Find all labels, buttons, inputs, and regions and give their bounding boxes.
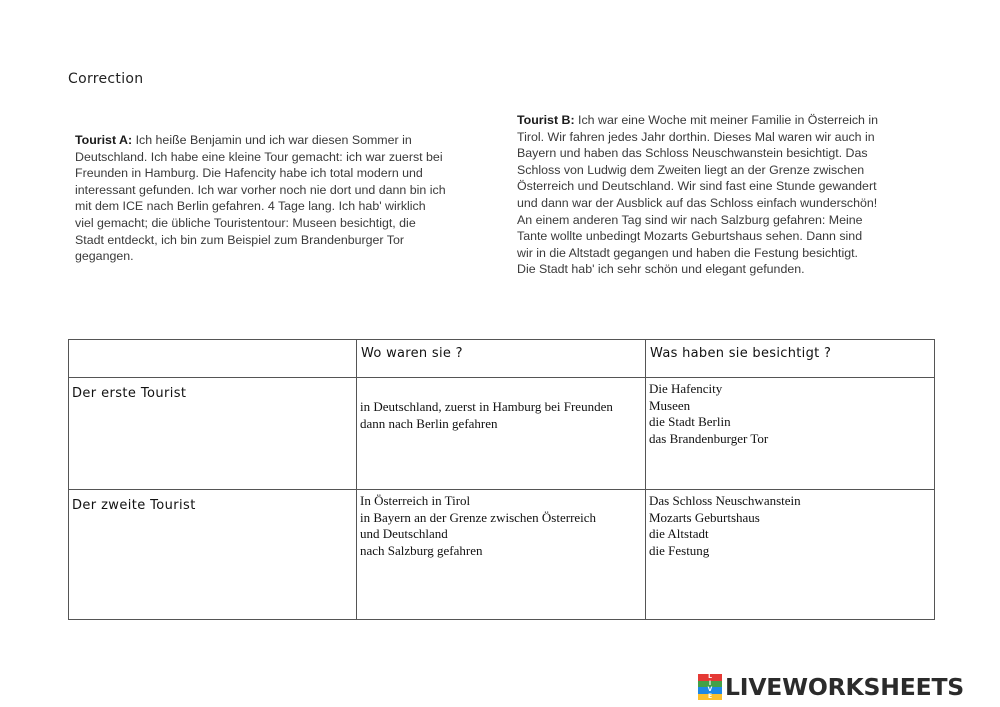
answer-sights-first[interactable] xyxy=(646,378,935,490)
answer-line: nach Salzburg gefahren xyxy=(360,542,483,558)
answer-line: in Bayern an der Grenze zwischen Österreich xyxy=(360,509,597,525)
answer-line: die Altstadt xyxy=(649,526,709,541)
tourist-a-label: Tourist A: xyxy=(75,133,133,147)
answer-line: Das Schloss Neuschwanstein xyxy=(649,493,801,508)
answer-line: in Deutschland, zuerst in Hamburg bei Freunden xyxy=(360,399,613,414)
logo-letter: V xyxy=(698,687,722,694)
answer-line: die Festung xyxy=(649,542,710,558)
answer-where-second[interactable] xyxy=(357,490,646,620)
page-heading: Correction xyxy=(68,71,144,87)
answer-line: In Österreich in Tirol xyxy=(360,493,471,508)
answer-line: Die Hafencity xyxy=(649,381,723,396)
logo-letter: E xyxy=(698,694,722,701)
header-sights: Was haben sie besichtigt ? xyxy=(646,340,935,378)
answer-where-first[interactable] xyxy=(357,378,646,490)
answer-line: und Deutschland xyxy=(360,526,448,541)
table-row xyxy=(69,378,935,490)
tourist-a-text: Ich heiße Benjamin und ich war diesen Sommer in Deutschland. Ich habe eine kleine Tour gemacht: ich war zuerst bei Freunden in Hamburg. Die Hafencity habe ich total modern und interessant gefunden. Ich war vorher noch nie dort und dann bin ich mit dem ICE nach Berlin gefahren. 4 Tage lang. Ich hab' wirklich viel gemacht; die übliche Touristentour: Museen besichtigt, die Stadt entdeckt, ich bin zum Beispiel zum Brandenburger Tor gegangen. xyxy=(75,133,446,264)
table-row xyxy=(69,490,935,620)
header-where: Wo waren sie ? xyxy=(357,340,646,378)
answer-line: die Stadt Berlin xyxy=(649,414,731,429)
liveworksheets-logo[interactable] xyxy=(698,673,964,701)
tourist-b-paragraph xyxy=(517,112,879,278)
row-label-second-tourist: Der zweite Tourist xyxy=(69,490,357,620)
tourist-b-label: Tourist B: xyxy=(517,113,575,127)
answer-line: das Brandenburger Tor xyxy=(649,430,769,446)
answer-line: Mozarts Geburtshaus xyxy=(649,509,760,525)
logo-letter: I xyxy=(698,681,722,688)
row-label-first-tourist: Der erste Tourist xyxy=(69,378,357,490)
live-logo-icon xyxy=(698,674,722,700)
tourist-a-paragraph xyxy=(75,132,447,265)
tourist-b-text: Ich war eine Woche mit meiner Familie in Österreich in Tirol. Wir fahren jedes Jahr dorthin. Dieses Mal waren wir auch in Bayern und haben das Schloss Neuschwanstein besichtigt. Das Schloss von Ludwig dem Zweiten liegt an der Grenze zwischen Österreich und Deutschland. Wir sind fast eine Stunde gewandert und dann war der Ausblick auf das Schloss einfach wunderschön! An einem anderen Tag sind wir nach Salzburg gefahren: Meine Tante wollte unbedingt Mozarts Geburtshaus sehen. Dann sind wir in die Altstadt gegangen und haben die Festung besichtigt. Die Stadt hab' ich sehr schön und elegant gefunden. xyxy=(517,113,879,277)
table-header-row xyxy=(69,340,935,378)
answer-line: dann nach Berlin gefahren xyxy=(360,415,498,431)
answer-line: Museen xyxy=(649,397,691,413)
header-empty xyxy=(69,340,357,378)
answer-table xyxy=(68,339,935,620)
logo-letter: L xyxy=(698,674,722,681)
answer-sights-second[interactable] xyxy=(646,490,935,620)
logo-text: LIVEWORKSHEETS xyxy=(725,673,965,701)
